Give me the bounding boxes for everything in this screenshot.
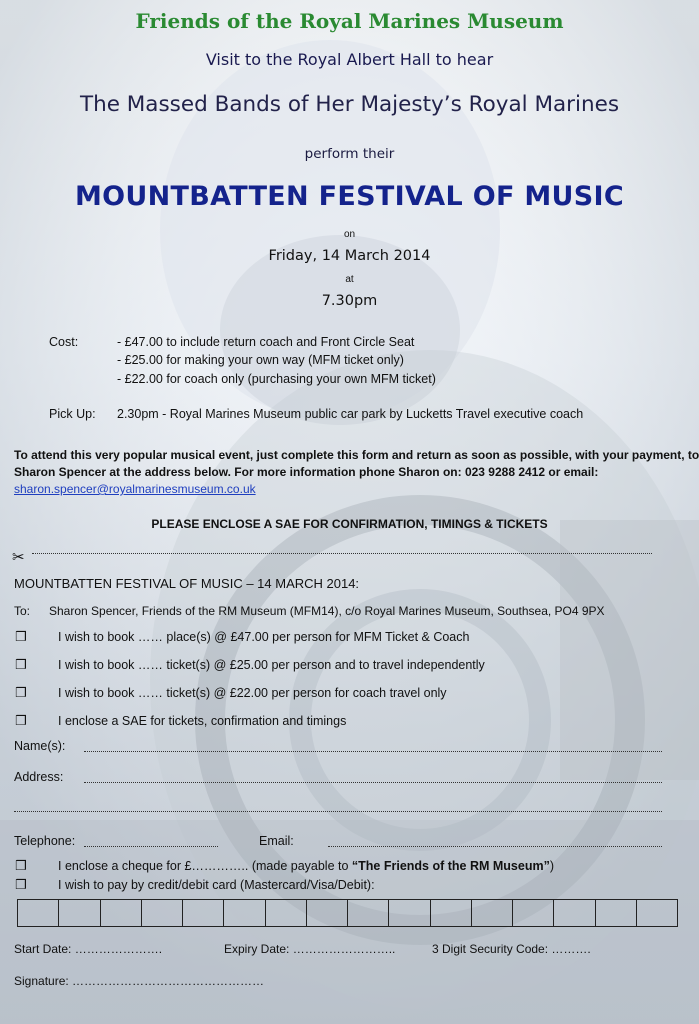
option-2-label: I wish to book …… ticket(s) @ £25.00 per person and to travel independently — [58, 658, 485, 672]
card-digit-box[interactable] — [472, 900, 513, 926]
event-time: 7.30pm — [321, 293, 378, 309]
card-digit-box[interactable] — [637, 900, 677, 926]
card-digit-box[interactable] — [18, 900, 59, 926]
to-address: Sharon Spencer, Friends of the RM Museum (MFM14), c/o Royal Marines Museum, Southsea, PO4 9PX — [49, 604, 605, 618]
email-link[interactable]: sharon.spencer@royalmarinesmuseum.co.uk — [14, 482, 256, 496]
email-label: Email: — [259, 834, 294, 848]
names-field[interactable] — [84, 751, 662, 752]
cost-item-3: - £22.00 for coach only (purchasing your own MFM ticket) — [117, 372, 436, 386]
perform-line: perform their — [304, 146, 395, 162]
pickup-label: Pick Up: — [49, 407, 96, 421]
to-label: To: — [14, 604, 31, 618]
card-number-boxes[interactable] — [17, 899, 678, 927]
sae-notice: PLEASE ENCLOSE A SAE FOR CONFIRMATION, TIMINGS & TICKETS — [151, 517, 548, 531]
event-date: Friday, 14 March 2014 — [268, 248, 431, 264]
option-3-label: I wish to book …… ticket(s) @ £22.00 per person for coach travel only — [58, 686, 447, 700]
cost-item-1: - £47.00 to include return coach and Front Circle Seat — [117, 335, 415, 349]
checkbox-option-3[interactable]: ❒ — [15, 686, 27, 701]
signature: Signature: ………………………………………… — [14, 974, 265, 988]
visit-line: Visit to the Royal Albert Hall to hear — [205, 50, 494, 69]
address-field-2[interactable] — [14, 811, 662, 812]
checkbox-option-1[interactable]: ❒ — [15, 630, 27, 645]
security-code: 3 Digit Security Code: ………. — [432, 942, 591, 956]
start-date: Start Date: …………………. — [14, 942, 163, 956]
bands-line: The Massed Bands of Her Majesty’s Royal Marines — [79, 92, 620, 117]
cheque-line — [58, 859, 554, 873]
cheque-prefix: I enclose a cheque for £………….. (made payable to — [58, 859, 352, 873]
intro-line-1: To attend this very popular musical event, just complete this form and return as soon as possible, with your payment, to — [14, 448, 699, 462]
telephone-field[interactable] — [84, 846, 218, 847]
expiry-date: Expiry Date: …………………….. — [224, 942, 396, 956]
card-digit-box[interactable] — [596, 900, 637, 926]
card-digit-box[interactable] — [513, 900, 554, 926]
scissors-icon: ✂ — [12, 549, 25, 566]
card-digit-box[interactable] — [183, 900, 224, 926]
checkbox-sae[interactable]: ❒ — [15, 714, 27, 729]
cut-line — [32, 553, 652, 555]
cheque-suffix: ) — [549, 859, 555, 873]
card-digit-box[interactable] — [307, 900, 348, 926]
cheque-payee: “The Friends of the RM Museum” — [351, 859, 550, 873]
card-digit-box[interactable] — [59, 900, 100, 926]
card-digit-box[interactable] — [554, 900, 595, 926]
on-word: on — [343, 229, 356, 240]
option-1-label: I wish to book …… place(s) @ £47.00 per person for MFM Ticket & Coach — [58, 630, 470, 644]
card-line: I wish to pay by credit/debit card (Mastercard/Visa/Debit): — [58, 878, 375, 892]
form-title: MOUNTBATTEN FESTIVAL OF MUSIC – 14 MARCH 2014: — [14, 576, 360, 591]
address-label: Address: — [14, 770, 64, 784]
org-title: Friends of the Royal Marines Museum — [135, 9, 564, 33]
address-field-1[interactable] — [84, 782, 662, 783]
names-label: Name(s): — [14, 739, 66, 753]
cost-item-2: - £25.00 for making your own way (MFM ticket only) — [117, 353, 404, 367]
email-field[interactable] — [328, 846, 662, 847]
card-digit-box[interactable] — [142, 900, 183, 926]
card-digit-box[interactable] — [224, 900, 265, 926]
cost-label: Cost: — [49, 335, 79, 349]
at-word: at — [345, 274, 354, 285]
card-digit-box[interactable] — [431, 900, 472, 926]
card-digit-box[interactable] — [348, 900, 389, 926]
checkbox-cheque[interactable]: ❒ — [15, 859, 27, 874]
pickup-text: 2.30pm - Royal Marines Museum public car park by Lucketts Travel executive coach — [117, 407, 584, 421]
festival-title: MOUNTBATTEN FESTIVAL OF MUSIC — [75, 181, 624, 212]
telephone-label: Telephone: — [14, 834, 76, 848]
checkbox-option-2[interactable]: ❒ — [15, 658, 27, 673]
checkbox-card[interactable]: ❒ — [15, 878, 27, 893]
card-digit-box[interactable] — [266, 900, 307, 926]
card-digit-box[interactable] — [389, 900, 430, 926]
intro-line-2: Sharon Spencer at the address below. For more information phone Sharon on: 023 9288 2412 or email: — [14, 465, 599, 479]
card-digit-box[interactable] — [101, 900, 142, 926]
sae-option-label: I enclose a SAE for tickets, confirmation and timings — [58, 714, 347, 728]
